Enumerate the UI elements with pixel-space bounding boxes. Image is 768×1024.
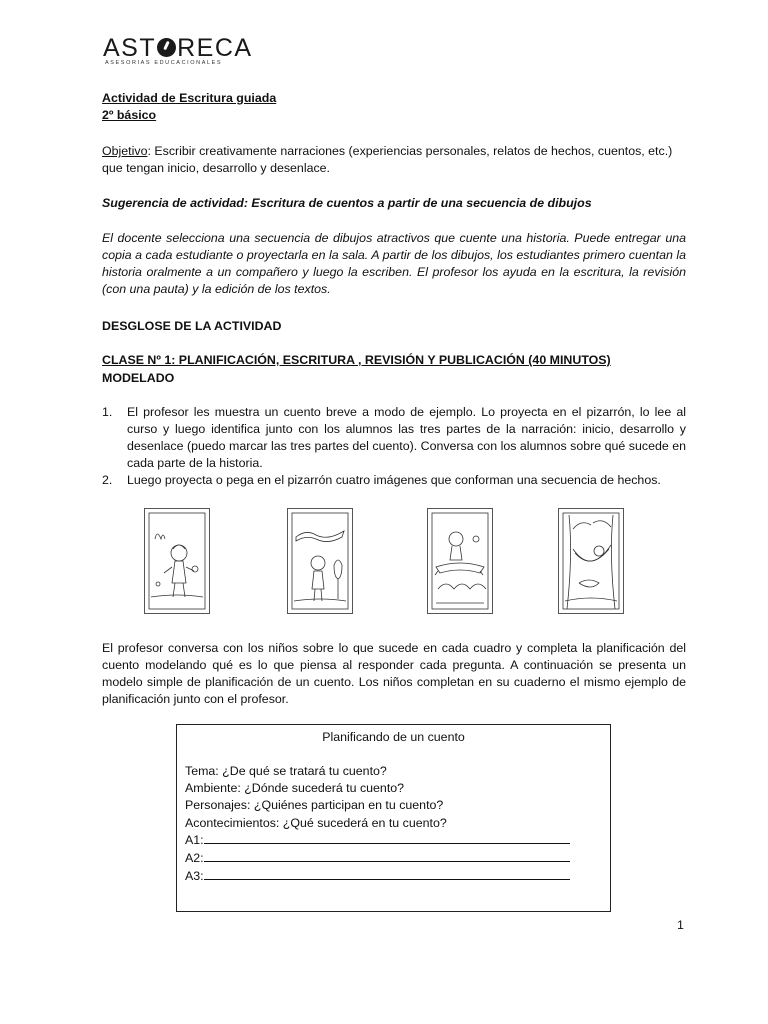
picture-child-sleeping-in-hammock	[558, 508, 624, 614]
page-number: 1	[677, 918, 684, 932]
grade-label: 2º básico	[102, 108, 157, 122]
planning-box-title: Planificando de un cuento	[322, 730, 465, 744]
list-item: 2. Luego proyecta o pega en el pizarrón cuatro imágenes que conforman una secuencia de hechos.	[102, 473, 661, 487]
objective-label: Objetivo	[102, 144, 148, 158]
activity-suggestion: Sugerencia de actividad: Escritura de cuentos a partir de una secuencia de dibujos	[102, 196, 592, 210]
logo-wordmark: AST RECA	[103, 34, 253, 62]
question-characters: Personajes: ¿Quiénes participan en tu cuento?	[185, 798, 444, 812]
blank-line-a3: A3:	[185, 868, 570, 884]
picture-child-with-flower	[144, 508, 210, 614]
list-item: 1. El profesor les muestra un cuento breve a modo de ejemplo. Lo proyecta en el pizarrón, lo lee al curso y luego identifica junto con los alumnos las tres partes de la narración: inicio, desarrollo y desenlace (puedo marcar las tres partes del cuento). Conversa con los alumnos sobre qué sucede en cada parte de la historia.	[102, 405, 686, 470]
picture-child-riding-magic-carpet	[427, 508, 493, 614]
logo-tagline: ASESORIAS EDUCACIONALES	[105, 60, 223, 66]
astoreca-logo	[103, 34, 253, 74]
question-theme: Tema: ¿De qué se tratará tu cuento?	[185, 764, 387, 778]
modeling-heading: MODELADO	[102, 371, 175, 385]
picture-child-looking-at-sky	[287, 508, 353, 614]
objective-line-2: que tengan inicio, desarrollo y desenlace.	[102, 161, 330, 175]
class-heading: CLASE Nº 1: PLANIFICACIÓN, ESCRITURA , REVISIÓN Y PUBLICACIÓN (40 MINUTOS)	[102, 353, 611, 367]
logo-o-icon	[157, 38, 176, 57]
document-title: Actividad de Escritura guiada	[102, 91, 277, 105]
picture-sequence	[144, 508, 604, 616]
steps-list	[102, 404, 686, 489]
planning-box	[176, 724, 611, 912]
breakdown-heading: DESGLOSE DE LA ACTIVIDAD	[102, 319, 282, 333]
intro-paragraph: El docente selecciona una secuencia de dibujos atractivos que cuente una historia. Puede entregar una copia a cada estudiante o proyectarla en la sala. A partir de los dibujos, los estudiantes primero cuentan la historia oralmente a un compañero y luego la escriben. El profesor los ayuda en la escritura, la revisión (con una pauta) y la edición de los textos.	[102, 231, 686, 296]
objective-line-1: Objetivo: Escribir creativamente narraciones (experiencias personales, relatos de hechos, cuentos, etc.)	[102, 144, 673, 158]
blank-line-a2: A2:	[185, 850, 570, 866]
discussion-paragraph: El profesor conversa con los niños sobre lo que sucede en cada cuadro y completa la planificación del cuento modelando qué es lo que piensa al responder cada pregunta. A continuación se presenta un modelo simple de planificación de un cuento. Los niños completan en su cuaderno el mismo ejemplo de planificación junto con el profesor.	[102, 641, 686, 706]
question-events: Acontecimientos: ¿Qué sucederá en tu cuento?	[185, 816, 447, 830]
blank-line-a1: A1:	[185, 832, 570, 848]
question-setting: Ambiente: ¿Dónde sucederá tu cuento?	[185, 781, 405, 795]
